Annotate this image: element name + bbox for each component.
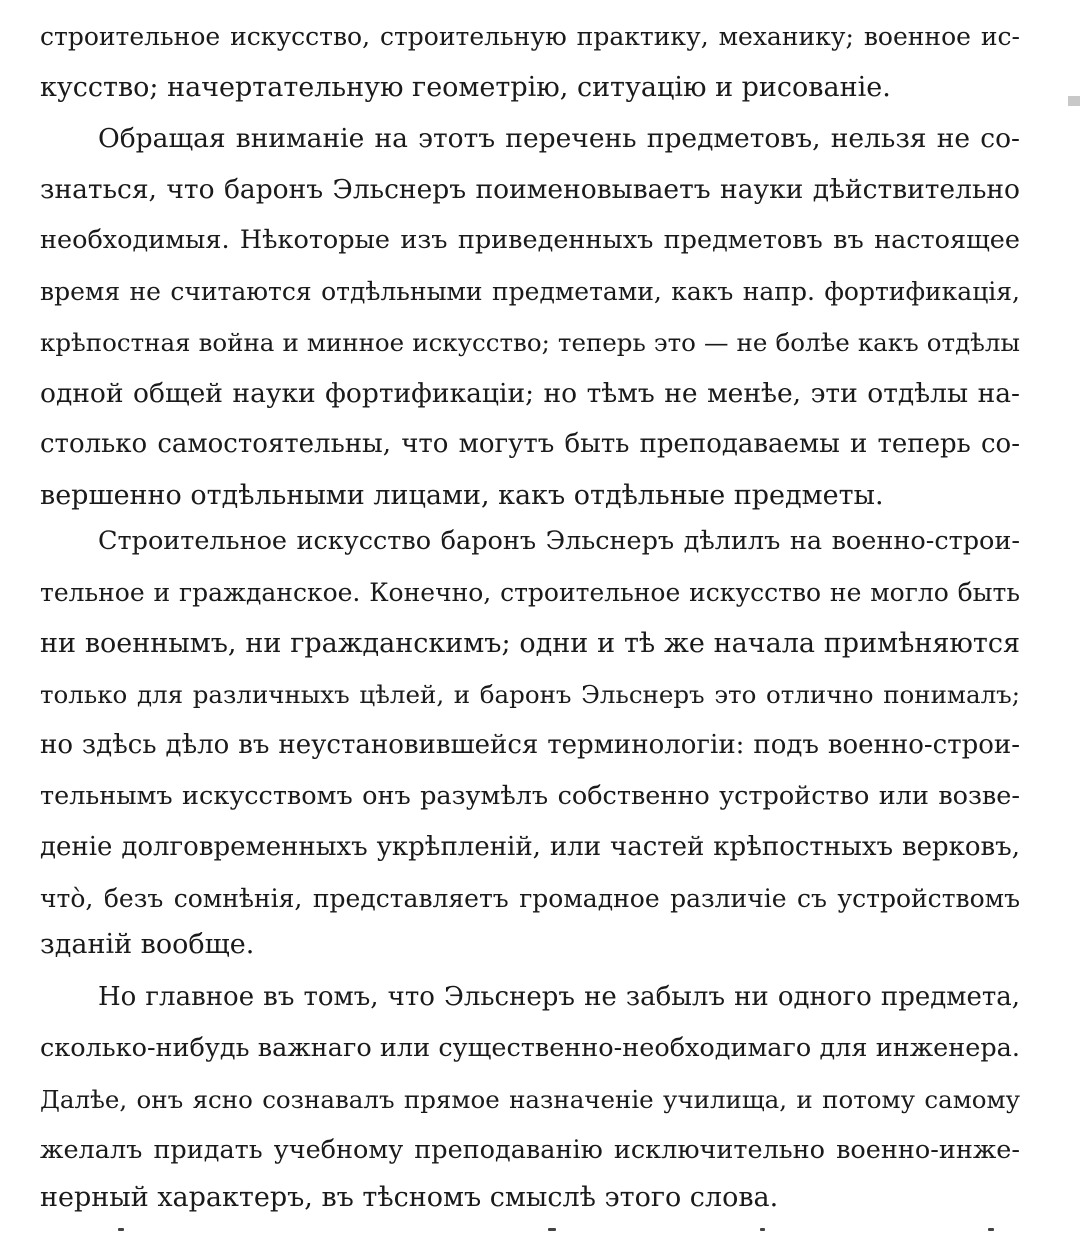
text-line: необходимыя. Нѣкоторые изъ приведенныхъ предметовъ въ настоящее (40, 225, 1020, 255)
ink-speck (548, 1228, 556, 1231)
ink-speck (760, 1228, 765, 1231)
text-line: вершенно отдѣльными лицами, какъ отдѣльные предметы. (40, 480, 884, 511)
text-line: зданій вообще. (40, 929, 255, 960)
text-line: сколько-нибудь важнаго или существенно-необходимаго для инженера. (40, 1033, 1020, 1063)
text-line: Строительное искусство баронъ Эльснеръ дѣлилъ на военно-строи- (98, 526, 1020, 556)
text-line: Далѣе, онъ ясно сознавалъ прямое назначеніе училища, и потому самому (40, 1085, 1020, 1114)
text-line: знаться, что баронъ Эльснеръ поименовываетъ науки дѣйствительно (40, 174, 1020, 205)
text-line: тельное и гражданское. Конечно, строительное искусство не могло быть (40, 578, 1020, 607)
text-line: что̀, безъ сомнѣнія, представляетъ громадное различіе съ устройствомъ (40, 884, 1020, 913)
ink-speck (118, 1228, 124, 1231)
text-line: но здѣсь дѣло въ неустановившейся терминологіи: подъ военно-строи- (40, 730, 1020, 760)
text-line: тельнымъ искусствомъ онъ разумѣлъ собственно устройство или возве- (40, 781, 1020, 811)
text-line: строительное искусство, строительную практику, механику; военное ис- (40, 22, 1020, 51)
ink-speck (988, 1228, 994, 1231)
text-line: время не считаются отдѣльными предметами, какъ напр. фортификація, (40, 277, 1020, 306)
scrollbar-marker (1068, 96, 1080, 106)
text-line: Обращая вниманіе на этотъ перечень предметовъ, нельзя не со- (98, 123, 1020, 154)
text-line: желалъ придать учебному преподаванію исключительно военно-инже- (40, 1135, 1020, 1165)
text-line: нерный характеръ, въ тѣсномъ смыслѣ этого слова. (40, 1182, 779, 1213)
text-line: только для различныхъ цѣлей, и баронъ Эльснеръ это отлично понималъ; (40, 680, 1020, 709)
text-line: ни военнымъ, ни гражданскимъ; одни и тѣ же начала примѣняются (40, 628, 1020, 659)
text-line: одной общей науки фортификаціи; но тѣмъ не менѣе, эти отдѣлы на- (40, 378, 1020, 409)
text-line: крѣпостная война и минное искусство; теперь это — не болѣе какъ отдѣлы (40, 328, 1020, 357)
text-line: деніе долговременныхъ укрѣпленій, или частей крѣпостныхъ верковъ, (40, 832, 1020, 862)
text-line: Но главное въ томъ, что Эльснеръ не забылъ ни одного предмета, (98, 982, 1020, 1012)
next-line-fragment (0, 1226, 1080, 1235)
text-line: кусство; начертательную геометрію, ситуацію и рисованіе. (40, 72, 891, 103)
text-line: столько самостоятельны, что могутъ быть преподаваемы и теперь со- (40, 429, 1020, 459)
